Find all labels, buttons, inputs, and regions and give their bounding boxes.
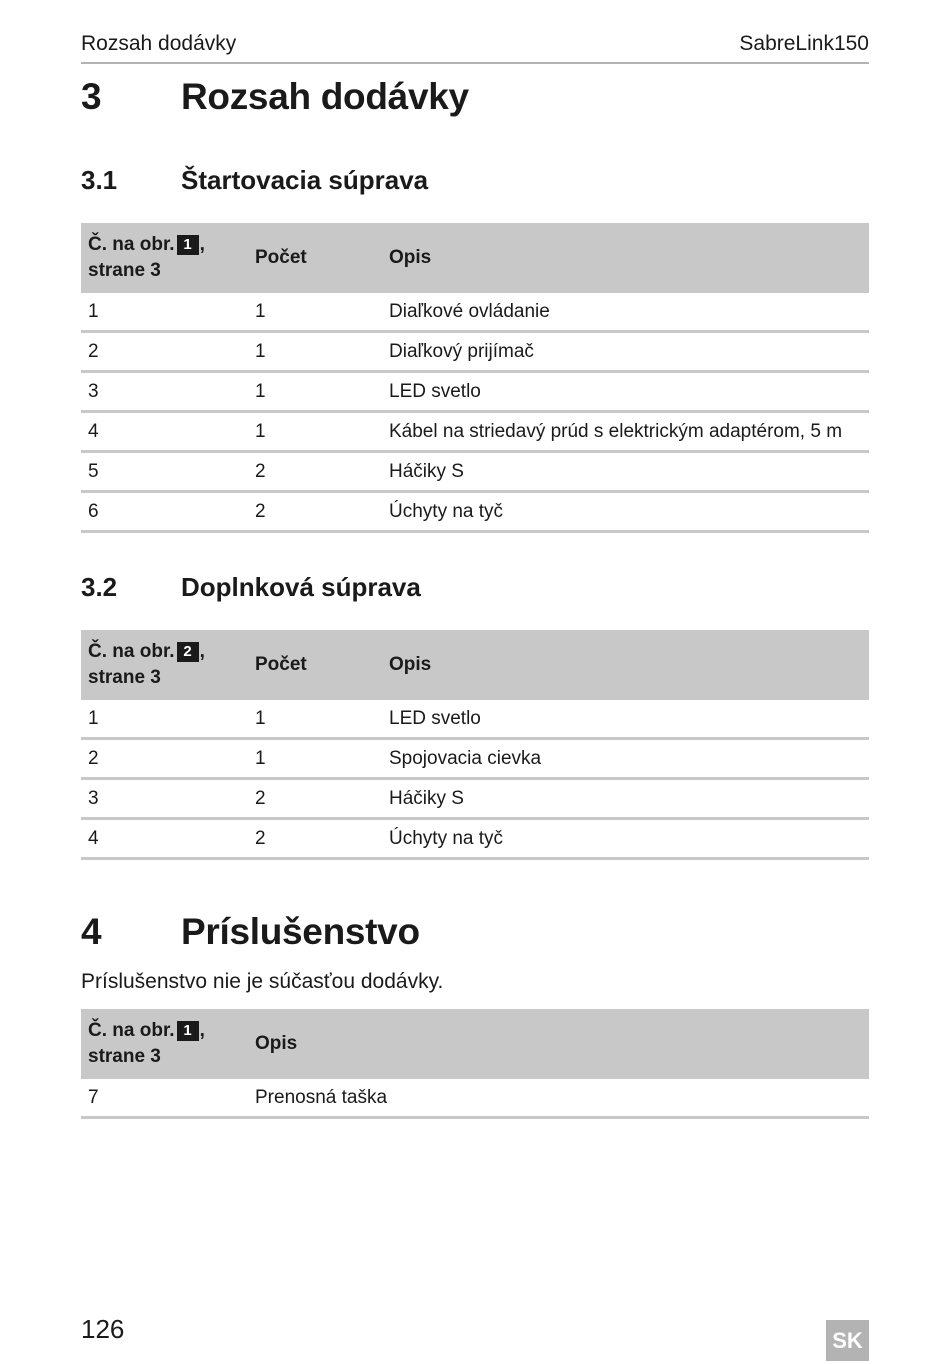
cell-desc: Háčiky S bbox=[382, 452, 869, 492]
table-row bbox=[81, 739, 869, 779]
column-header-figure-no: Č. na obr. 1 , strane 3 bbox=[81, 223, 248, 293]
column-header-description: Opis bbox=[382, 223, 869, 293]
table-row bbox=[81, 819, 869, 859]
cell-qty: 1 bbox=[248, 332, 382, 372]
cell-no: 6 bbox=[81, 492, 248, 532]
cell-no: 5 bbox=[81, 452, 248, 492]
accessories-table bbox=[81, 1009, 869, 1119]
table-row bbox=[81, 293, 869, 332]
cell-qty: 1 bbox=[248, 700, 382, 739]
cell-no: 2 bbox=[81, 332, 248, 372]
page-number: 126 bbox=[81, 1314, 125, 1344]
cell-qty: 2 bbox=[248, 819, 382, 859]
cell-desc: LED svetlo bbox=[382, 372, 869, 412]
section-3-title: Rozsah dodávky bbox=[181, 76, 469, 117]
cell-qty: 1 bbox=[248, 293, 382, 332]
cell-qty: 2 bbox=[248, 452, 382, 492]
column-header-description: Opis bbox=[382, 630, 869, 700]
section-4-number: 4 bbox=[81, 911, 102, 952]
figure-number-badge: 1 bbox=[177, 1021, 199, 1041]
section-3-1-number: 3.1 bbox=[81, 165, 118, 195]
column-header-description: Opis bbox=[248, 1009, 869, 1079]
section-3-2-number: 3.2 bbox=[81, 572, 118, 602]
table-header-row bbox=[81, 223, 869, 293]
table-header-row bbox=[81, 1009, 869, 1079]
column-header-figure-no: Č. na obr. 2 , strane 3 bbox=[81, 630, 248, 700]
accessories-intro-text: Príslušenstvo nie je súčasťou dodávky. bbox=[81, 970, 444, 993]
cell-qty: 2 bbox=[248, 492, 382, 532]
cell-qty: 1 bbox=[248, 412, 382, 452]
column-header-quantity: Počet bbox=[248, 630, 382, 700]
column-header-figure-no: Č. na obr. 1 , strane 3 bbox=[81, 1009, 248, 1079]
supplementary-kit-table bbox=[81, 630, 869, 860]
cell-no: 2 bbox=[81, 739, 248, 779]
table-row bbox=[81, 412, 869, 452]
cell-desc: Úchyty na tyč bbox=[382, 492, 869, 532]
section-3-1-title: Štartovacia súprava bbox=[181, 165, 429, 195]
table-row bbox=[81, 372, 869, 412]
cell-no: 3 bbox=[81, 779, 248, 819]
header-product-name: SabreLink150 bbox=[739, 32, 869, 55]
section-4-title: Príslušenstvo bbox=[181, 911, 420, 952]
page-header bbox=[81, 30, 869, 64]
table-row bbox=[81, 452, 869, 492]
language-badge: SK bbox=[826, 1320, 869, 1361]
figure-number-badge: 2 bbox=[177, 642, 199, 662]
table-row bbox=[81, 1079, 869, 1118]
table-row bbox=[81, 332, 869, 372]
cell-desc: LED svetlo bbox=[382, 700, 869, 739]
column-header-quantity: Počet bbox=[248, 223, 382, 293]
section-3-number: 3 bbox=[81, 76, 102, 117]
cell-no: 3 bbox=[81, 372, 248, 412]
table-row bbox=[81, 779, 869, 819]
header-chapter-title: Rozsah dodávky bbox=[81, 32, 237, 55]
table-row bbox=[81, 700, 869, 739]
starter-kit-table bbox=[81, 223, 869, 533]
cell-qty: 1 bbox=[248, 372, 382, 412]
table-row bbox=[81, 492, 869, 532]
cell-desc: Kábel na striedavý prúd s elektrickým adaptérom, 5 m bbox=[382, 412, 869, 452]
cell-qty: 2 bbox=[248, 779, 382, 819]
cell-desc: Diaľkové ovládanie bbox=[382, 293, 869, 332]
cell-desc: Prenosná taška bbox=[248, 1079, 869, 1118]
cell-no: 1 bbox=[81, 293, 248, 332]
cell-no: 4 bbox=[81, 819, 248, 859]
table-header-row bbox=[81, 630, 869, 700]
cell-qty: 1 bbox=[248, 739, 382, 779]
cell-desc: Úchyty na tyč bbox=[382, 819, 869, 859]
cell-no: 7 bbox=[81, 1079, 248, 1118]
cell-no: 1 bbox=[81, 700, 248, 739]
cell-desc: Spojovacia cievka bbox=[382, 739, 869, 779]
section-3-2-title: Doplnková súprava bbox=[181, 572, 421, 602]
figure-number-badge: 1 bbox=[177, 235, 199, 255]
cell-desc: Háčiky S bbox=[382, 779, 869, 819]
cell-no: 4 bbox=[81, 412, 248, 452]
cell-desc: Diaľkový prijímač bbox=[382, 332, 869, 372]
